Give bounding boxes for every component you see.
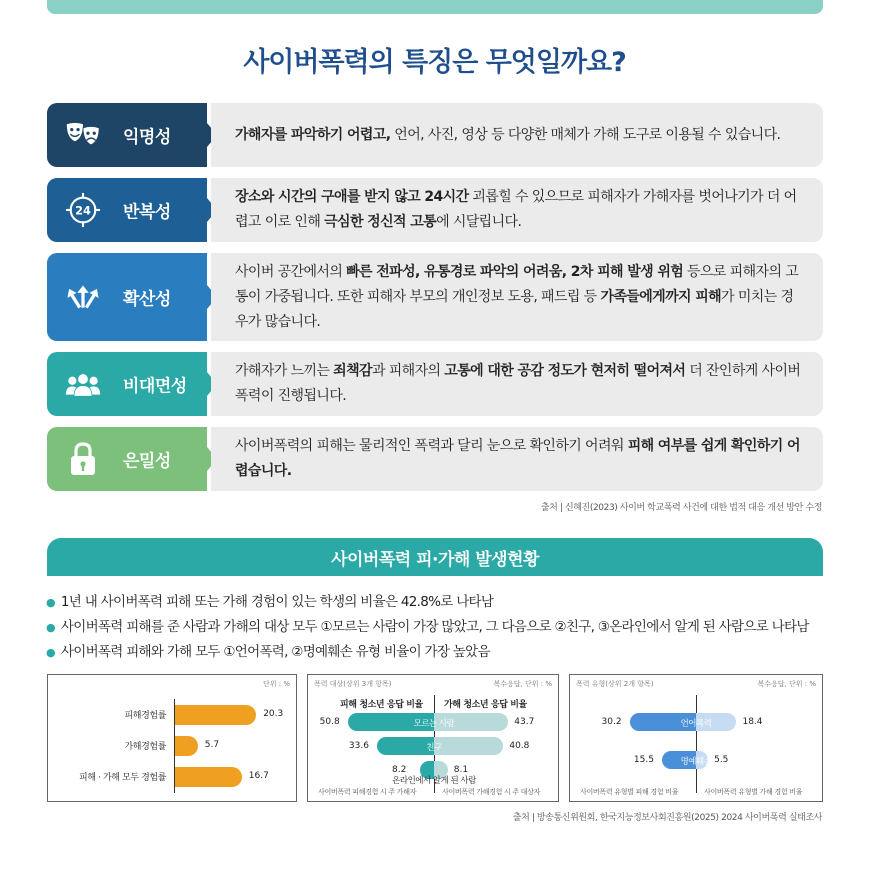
page-title: 사이버폭력의 특징은 무엇일까요?: [243, 47, 626, 78]
feature-description: 장소와 시간의 구애를 받지 않고 24시간 괴롭힐 수 있으므로 피해자가 가해자를 벗어나기가 더 어렵고 이로 인해 극심한 정신적 고통에 시달립니다.: [211, 178, 823, 242]
feature-description: 가해자가 느끼는 죄책감과 피해자의 고통에 대한 공감 정도가 현저히 떨어져서 더 잔인하게 사이버폭력이 진행됩니다.: [211, 352, 823, 416]
feature-label: [47, 103, 207, 167]
chart-center-axis: [696, 695, 697, 793]
left-footnote: 사이버폭력 피해경험 시 주 가해자: [318, 788, 417, 796]
feature-repetition: [47, 178, 823, 242]
feature-secrecy: [47, 427, 823, 491]
feature-name: 은밀성: [123, 451, 171, 472]
chart-row: [48, 767, 296, 787]
experience-rate-chart: [47, 674, 297, 802]
chart-unit: 복수응답, 단위 : %: [757, 680, 816, 688]
feature-name: 반복성: [123, 202, 171, 223]
svg-text:24: 24: [75, 203, 91, 218]
feature-label: [47, 352, 207, 416]
list-item: ● 1년 내 사이버폭력 피해 또는 가해 경험이 있는 학생의 비율은 42.8%로 나타남: [46, 594, 494, 610]
feature-label: [47, 178, 207, 242]
theater-masks-icon: [65, 117, 101, 153]
data-label: 16.7: [248, 771, 269, 781]
feature-label: [47, 427, 207, 491]
chart-unit: 복수응답, 단위 : %: [493, 680, 552, 688]
violence-target-chart: [307, 674, 559, 802]
bar: [175, 705, 256, 725]
left-data-label: 15.5: [633, 755, 654, 765]
24-hours-icon: [65, 192, 101, 228]
bar-label: 가해경험률: [124, 742, 166, 752]
summary-bullets: [46, 590, 836, 665]
chart-caption: 폭력 유형(상위 2개 항목): [576, 680, 654, 688]
right-data-label: 18.4: [742, 717, 763, 727]
bullet-dot-icon: ●: [46, 596, 55, 609]
violence-type-chart: [569, 674, 823, 802]
feature-name: 확산성: [123, 289, 171, 310]
feature-label: [47, 253, 207, 341]
source-note: 출처 | 방송통신위원회, 한국지능정보사회진흥원(2025) 2024 사이버폭력 실태조사: [512, 813, 822, 823]
feature-anonymity: [47, 103, 823, 167]
bar: [175, 767, 242, 787]
right-footnote: 사이버폭력 유형별 가해 경험 비율: [704, 788, 803, 796]
padlock-icon: [65, 441, 101, 477]
chart-caption: 폭력 대상(상위 3개 항목): [314, 680, 392, 688]
right-footnote: 사이버폭력 가해경험 시 주 대상자: [442, 788, 541, 796]
category-label: 명예훼손: [680, 757, 712, 767]
bar-label: 피해경험률: [124, 711, 166, 721]
data-label: 5.7: [204, 740, 220, 750]
feature-description: 가해자를 파악하기 어렵고, 언어, 사진, 영상 등 다양한 매체가 가해 도구로 이용될 수 있습니다.: [211, 103, 823, 167]
right-series-header: 가해 청소년 응답 비율: [444, 700, 527, 710]
list-item: ● 사이버폭력 피해와 가해 모두 ①언어폭력, ②명예훼손 유형 비율이 가장 높았음: [46, 644, 490, 660]
chart-unit: 단위 : %: [263, 680, 290, 688]
people-group-icon: [65, 366, 101, 402]
feature-non-face-to-face: [47, 352, 823, 416]
category-label: 친구: [426, 743, 442, 753]
category-label: 언어폭력: [680, 719, 712, 729]
list-item: ● 사이버폭력 피해를 준 사람과 가해의 대상 모두 ①모르는 사람이 가장 많았고, 그 다음으로 ②친구, ③온라인에서 알게 된 사람으로 나타남: [46, 619, 809, 635]
bar: [175, 736, 198, 756]
right-data-label: 43.7: [514, 717, 535, 727]
right-bar: [434, 737, 503, 755]
left-data-label: 8.2: [392, 765, 407, 775]
right-data-label: 5.5: [714, 755, 729, 765]
right-data-label: 40.8: [509, 741, 530, 751]
category-label: 모르는 사람: [413, 719, 455, 729]
top-decor-bar: [47, 0, 823, 14]
left-data-label: 30.2: [601, 717, 622, 727]
left-data-label: 33.6: [348, 741, 369, 751]
bullet-dot-icon: ●: [46, 646, 55, 659]
data-label: 20.3: [263, 709, 284, 719]
left-series-header: 피해 청소년 응답 비율: [340, 700, 423, 710]
feature-name: 비대면성: [123, 376, 187, 397]
left-data-label: 50.8: [319, 717, 340, 727]
category-label: 온라인에서 알게 된 사람: [392, 776, 476, 786]
bullet-dot-icon: ●: [46, 621, 55, 634]
bar-label: 피해 · 가해 모두 경험률: [79, 773, 166, 783]
chart-row: [48, 705, 296, 725]
right-data-label: 8.1: [453, 765, 469, 775]
feature-spread: [47, 253, 823, 341]
feature-description: 사이버 공간에서의 빠른 전파성, 유통경로 파악의 어려움, 2차 피해 발생 위험 등으로 피해자의 고통이 가중됩니다. 또한 피해자 부모의 개인정보 도용, 패드립 등 가족들에게까지 피해가 미치는 경우가 많습니다.: [211, 253, 823, 341]
source-note: 출처 | 신혜진(2023) 사이버 학교폭력 사건에 대한 법적 대응 개선 방안 수정: [540, 503, 822, 513]
feature-description: 사이버폭력의 피해는 물리적인 폭력과 달리 눈으로 확인하기 어려워 피해 여부를 쉽게 확인하기 어렵습니다.: [211, 427, 823, 491]
spread-arrows-icon: [65, 279, 101, 315]
left-footnote: 사이버폭력 유형별 피해 경험 비율: [580, 788, 679, 796]
chart-row: [48, 736, 296, 756]
section-title: 사이버폭력 피·가해 발생현황: [47, 538, 823, 576]
feature-name: 익명성: [123, 127, 171, 148]
